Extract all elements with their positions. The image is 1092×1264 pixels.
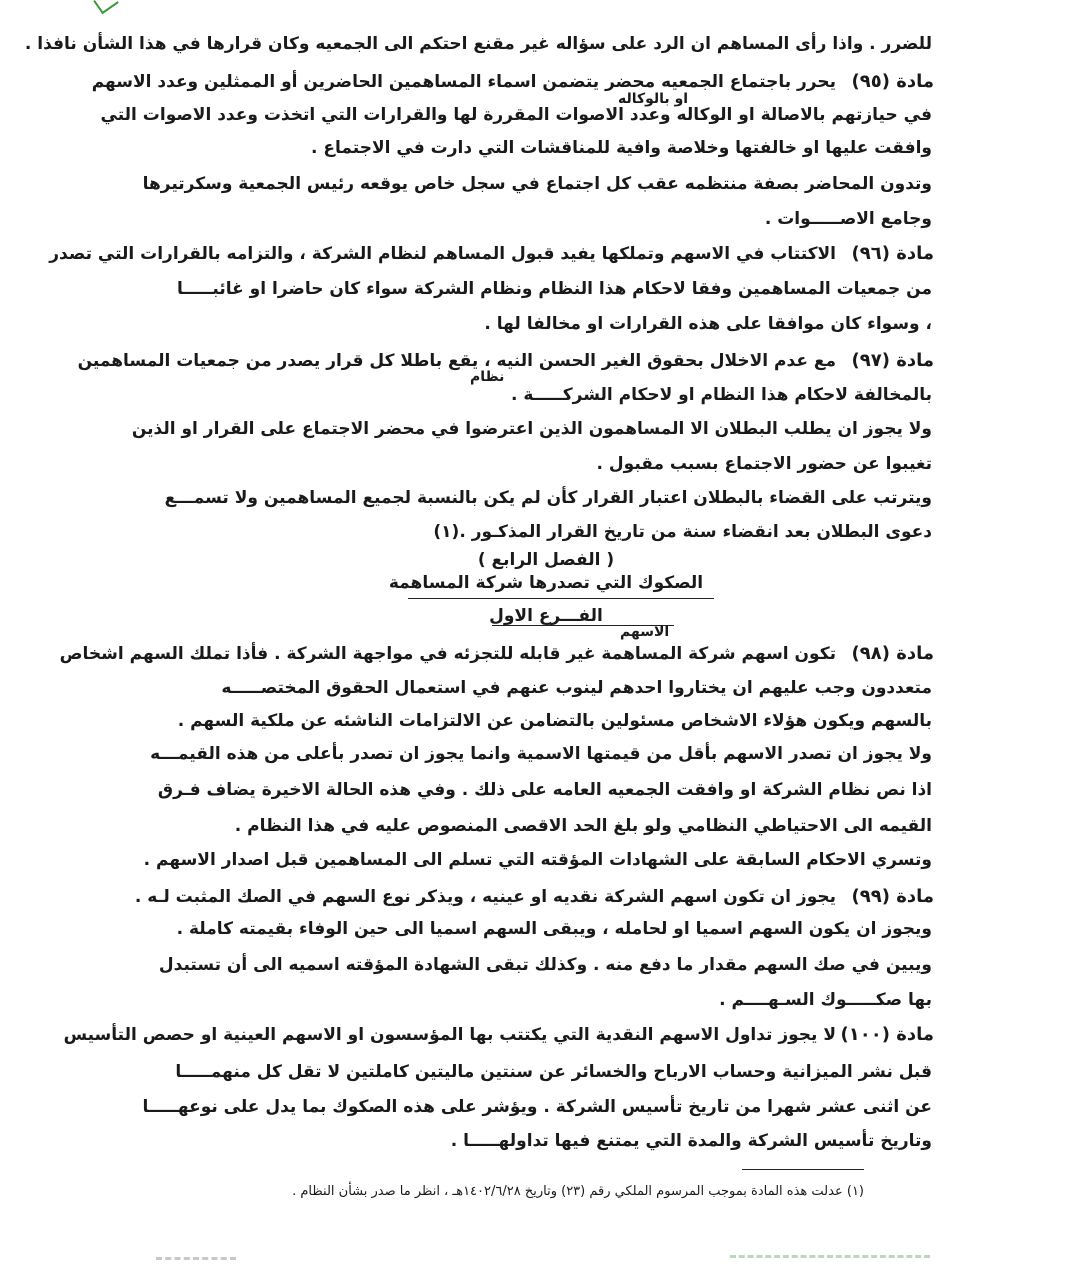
text-line: ويجوز ان يكون السهم اسميا او لحامله ، ويبقى السهم اسميا الى حين الوفاء بقيمته كاملة . bbox=[176, 919, 932, 939]
article-100-label: مادة (١٠٠) bbox=[840, 1024, 934, 1045]
chapter-title: الصكوك التي تصدرها شركة المساهمة bbox=[388, 573, 704, 593]
text-line: عن اثنى عشر شهرا من تاريخ تأسيس الشركة . ويؤشر على هذه الصكوك بما يدل على نوعهـــــا bbox=[142, 1097, 932, 1117]
text-line: بالمخالفة لاحكام هذا النظام او لاحكام الشركـــــة . bbox=[511, 385, 932, 405]
text-line: تغيبوا عن حضور الاجتماع بسبب مقبول . bbox=[596, 454, 932, 474]
text-line: اذا نص نظام الشركة او وافقت الجمعيه العامه على ذلك . وفي هذه الحالة الاخيرة يضاف فـرق bbox=[157, 780, 932, 800]
scan-edge-artifact bbox=[156, 1257, 236, 1260]
interlinear-correction: نظام bbox=[470, 369, 505, 385]
text-line: ولا يجوز ان تصدر الاسهم بأقل من قيمتها الاسمية وانما يجوز ان تصدر بأعلى من هذه القيمـــه bbox=[150, 744, 932, 764]
section-heading: الفـــرع الاول bbox=[489, 606, 603, 626]
footnote: (١) عدلت هذه المادة بموجب المرسوم الملكي رقم (٢٣) وتاريخ ١٤٠٢/٦/٢٨هـ ، انظر ما صدر بشأن النظام . bbox=[292, 1184, 864, 1199]
article-99-text: يجوز ان تكون اسهم الشركة نقديه او عينيه ، ويذكر نوع السهم في الصك المثبت لـه . bbox=[134, 887, 836, 907]
text-line: ، وسواء كان موافقا على هذه القرارات او مخالفا لها . bbox=[484, 314, 932, 334]
text-line: ويبين في صك السهم مقدار ما دفع منه . وكذلك تبقى الشهادة المؤقته اسميه الى أن تستبدل bbox=[158, 955, 932, 975]
text-line: دعوى البطلان بعد انقضاء سنة من تاريخ القرار المذكـور .(١) bbox=[433, 522, 932, 542]
text-line: وجامع الاصـــــوات . bbox=[764, 209, 932, 229]
heading-underline bbox=[408, 598, 714, 599]
text-line: ويترتب على القضاء بالبطلان اعتبار القرار كأن لم يكن بالنسبة لجميع المساهمين ولا تسمـــع bbox=[164, 488, 932, 508]
article-97-text: مع عدم الاخلال بحقوق الغير الحسن النيه ، يقع باطلا كل قرار يصدر من جمعيات المساهمين bbox=[77, 351, 836, 371]
text-line: في حيازتهم بالاصالة او الوكاله وعدد الاصوات المقررة لها والقرارات التي اتخذت وعدد الاصوات التي bbox=[100, 105, 932, 125]
text-line: وتاريخ تأسيس الشركة والمدة التي يمتنع فيها تداولهـــــا . bbox=[450, 1131, 932, 1151]
chapter-heading: ( الفصل الرابع ) bbox=[477, 550, 615, 570]
article-95-label: مادة (٩٥) bbox=[851, 71, 934, 92]
text-line: بها صكـــــوك السـهــــم . bbox=[719, 990, 932, 1010]
text-line: ولا يجوز ان يطلب البطلان الا المساهمون الذين اعترضوا في محضر الاجتماع على القرار او الذين bbox=[131, 419, 932, 439]
text-line: بالسهم ويكون هؤلاء الاشخاص مسئولين بالتضامن عن الالتزامات الناشئه عن ملكية السهم . bbox=[177, 711, 932, 731]
text-line: القيمه الى الاحتياطي النظامي ولو بلغ الحد الاقصى المنصوص عليه في هذا النظام . bbox=[234, 816, 932, 836]
article-95-text: يحرر باجتماع الجمعيه محضر يتضمن اسماء المساهمين الحاضرين أو الممثلين وعدد الاسهم bbox=[91, 72, 836, 92]
article-99-label: مادة (٩٩) bbox=[851, 886, 934, 907]
text-line: وافقت عليها او خالفتها وخلاصة وافية للمناقشات التي دارت في الاجتماع . bbox=[311, 138, 932, 158]
text-line: وتدون المحاضر بصفة منتظمه عقب كل اجتماع في سجل خاص يوقعه رئيس الجمعية وسكرتيرها bbox=[142, 174, 932, 194]
corner-check-mark bbox=[93, 0, 119, 14]
footnote-rule bbox=[742, 1169, 864, 1170]
text-line: قبل نشر الميزانية وحساب الارباح والخسائر عن سنتين ماليتين كاملتين لا تقل كل منهمـــــا bbox=[175, 1062, 932, 1082]
scan-edge-artifact bbox=[730, 1255, 930, 1258]
section-subheading: الاسهم bbox=[620, 624, 670, 640]
text-line: وتسري الاحكام السابقة على الشهادات المؤقته التي تسلم الى المساهمين قبل اصدار الاسهم . bbox=[143, 850, 932, 870]
article-97-label: مادة (٩٧) bbox=[851, 350, 934, 371]
article-100-text: لا يجوز تداول الاسهم النقدية التي يكتتب بها المؤسسون او الاسهم العينية او حصص التأسيس bbox=[63, 1025, 836, 1045]
text-line: متعددون وجب عليهم ان يختاروا احدهم لينوب عنهم في استعمال الحقوق المختصـــــه bbox=[221, 678, 932, 698]
article-98-label: مادة (٩٨) bbox=[851, 643, 934, 664]
interlinear-correction: او بالوكاله bbox=[618, 91, 689, 107]
article-96-label: مادة (٩٦) bbox=[851, 243, 934, 264]
article-96-text: الاكتتاب في الاسهم وتملكها يفيد قبول المساهم لنظام الشركة ، والتزامه بالقرارات التي تصدر bbox=[49, 244, 836, 264]
text-line: من جمعيات المساهمين وفقا لاحكام هذا النظام ونظام الشركة سواء كان حاضرا او غائبـــــا bbox=[177, 279, 932, 299]
text-line: للضرر . واذا رأى المساهم ان الرد على سؤاله غير مقنع احتكم الى الجمعيه وكان قرارها في هذا الشأن نافذا . bbox=[24, 34, 932, 54]
article-98-text: تكون اسهم شركة المساهمة غير قابله للتجزئه في مواجهة الشركة . فأذا تملك السهم اشخاص bbox=[59, 644, 836, 664]
